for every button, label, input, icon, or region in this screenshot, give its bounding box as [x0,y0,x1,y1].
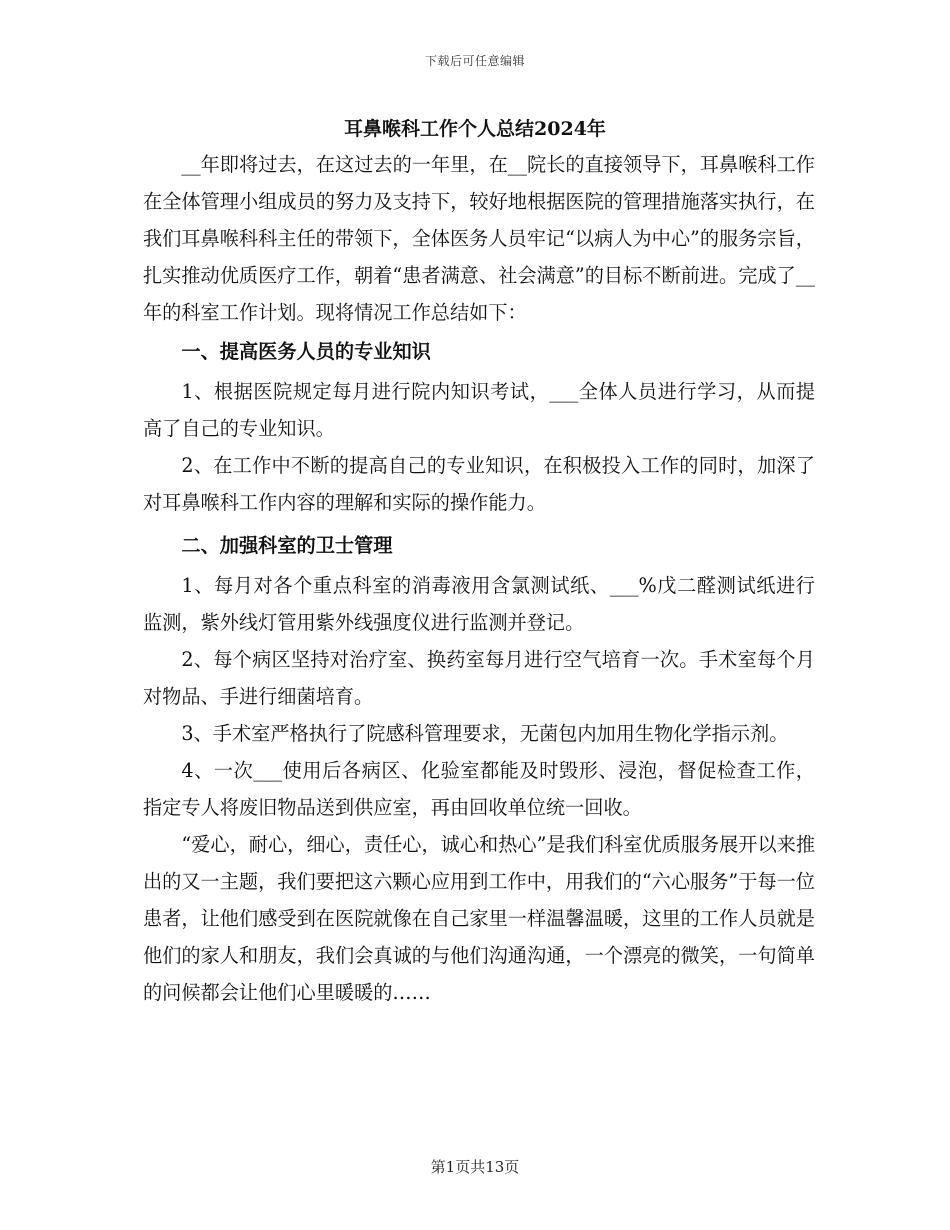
section2-item-4: 4、一次___使用后各病区、化验室都能及时毁形、浸泡，督促检查工作，指定专人将废旧物品送到供应室，再由回收单位统一回收。 [143,759,815,819]
section1-item-2: 2、在工作中不断的提高自己的专业知识，在积极投入工作的同时，加深了对耳鼻喉科工作内容的理解和实际的操作能力。 [143,454,815,514]
document-title: 耳鼻喉科工作个人总结2024年 [344,118,606,140]
document-body [143,146,815,1011]
section2-item-1: 1、每月对各个重点科室的消毒液用含氯测试纸、___%戊二醛测试纸进行监测，紫外线灯管用紫外线强度仪进行监测并登记。 [143,574,815,634]
section-heading-2: 二、加强科室的卫士管理 [181,534,393,557]
header-note: 下载后可任意编辑 [424,54,525,68]
section2-item-3: 3、手术室严格执行了院感科管理要求，无菌包内加用生物化学指示剂。 [181,722,789,745]
page-footer: 第1页共13页 [430,1158,520,1176]
section2-item-2: 2、每个病区坚持对治疗室、换药室每月进行空气培育一次。手术室每个月对物品、手进行细菌培育。 [143,648,815,708]
intro-paragraph: __年即将过去，在这过去的一年里，在__院长的直接领导下，耳鼻喉科工作在全体管理小组成员的努力及支持下，较好地根据医院的管理措施落实执行，在我们耳鼻喉科科主任的带领下，全体医务人员牢记“以病人为中心”的服务宗旨，扎实推动优质医疗工作，朝着“患者满意、社会满意”的目标不断前进。完成了__年的科室工作计划。现将情况工作总结如下： [143,153,815,324]
section-heading-1: 一、提高医务人员的专业知识 [181,340,431,363]
section1-item-1: 1、根据医院规定每月进行院内知识考试，___全体人员进行学习，从而提高了自己的专业知识。 [143,380,815,440]
closing-paragraph: “爱心，耐心，细心，责任心，诚心和热心”是我们科室优质服务展开以来推出的又一主题，我们要把这六颗心应用到工作中，用我们的“六心服务”于每一位患者，让他们感受到在医院就像在自己家里一样温馨温暖，这里的工作人员就是他们的家人和朋友，我们会真诚的与他们沟通沟通，一个漂亮的微笑，一句简单的问候都会让他们心里暖暖的…… [143,833,816,1004]
